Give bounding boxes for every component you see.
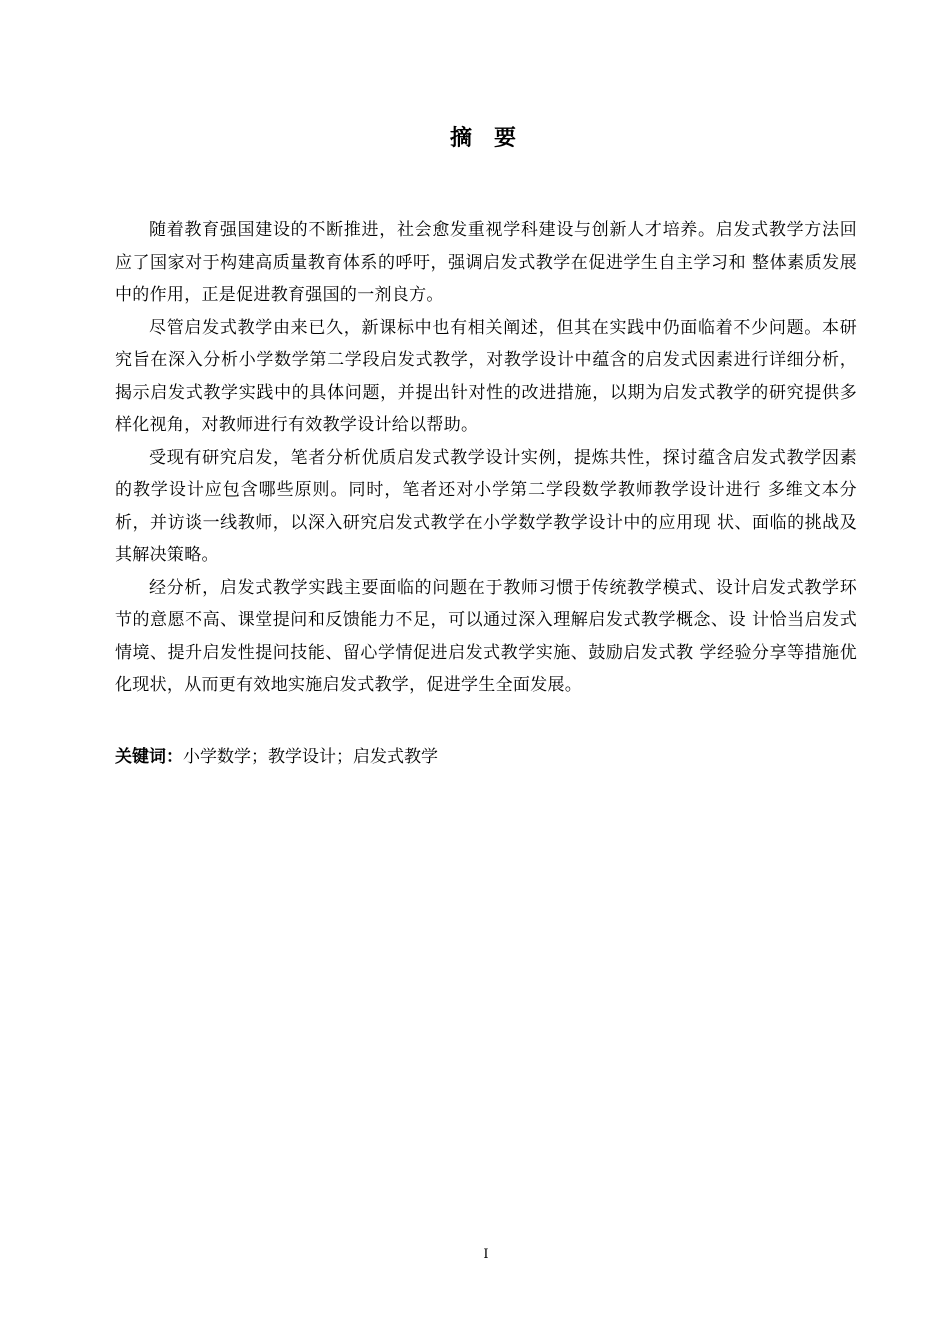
keywords-label: 关键词 [115, 747, 166, 767]
abstract-paragraph-1: 随着教育强国建设的不断推进，社会愈发重视学科建设与创新人才培养。启发式教学方法回应了国家对于构建高质量教育体系的呼吁，强调启发式教学在促进学生自主学习和 整体素质发展中的作用，正是促进教育强国的一剂良方。 [115, 220, 857, 305]
abstract-title: 摘 要 [449, 126, 516, 151]
abstract-paragraph-4: 经分析，启发式教学实践主要面临的问题在于教师习惯于传统教学模式、设计启发式教学环节的意愿不高、课堂提问和反馈能力不足，可以通过深入理解启发式教学概念、设 计恰当启发式情境、提升启发性提问技能、留心学情促进启发式教学实施、鼓励启发式教 学经验分享等措施优化现状，从而更有效地实施启发式教学，促进学生全面发展。 [115, 577, 857, 695]
abstract-paragraph-3: 受现有研究启发，笔者分析优质启发式教学设计实例，提炼共性，探讨蕴含启发式教学因素的教学设计应包含哪些原则。同时，笔者还对小学第二学段数学教师教学设计进行 多维文本分析，并访谈一线教师，以深入研究启发式教学在小学数学教学设计中的应用现 状、面临的挑战及其解决策略。 [115, 447, 857, 565]
abstract-paragraph-2: 尽管启发式教学由来已久，新课标中也有相关阐述，但其在实践中仍面临着不少问题。本研究旨在深入分析小学数学第二学段启发式教学，对教学设计中蕴含的启发式因素进行详细分析，揭示启发式教学实践中的具体问题，并提出针对性的改进措施，以期为启发式教学的研究提供多样化视角，对教师进行有效教学设计给以帮助。 [115, 317, 857, 435]
keywords-value: 小学数学；教学设计；启发式教学 [183, 747, 438, 767]
keywords-separator: ： [166, 747, 183, 767]
keywords-line [115, 741, 857, 773]
abstract-body [115, 214, 857, 702]
page-number: I [483, 1247, 489, 1262]
